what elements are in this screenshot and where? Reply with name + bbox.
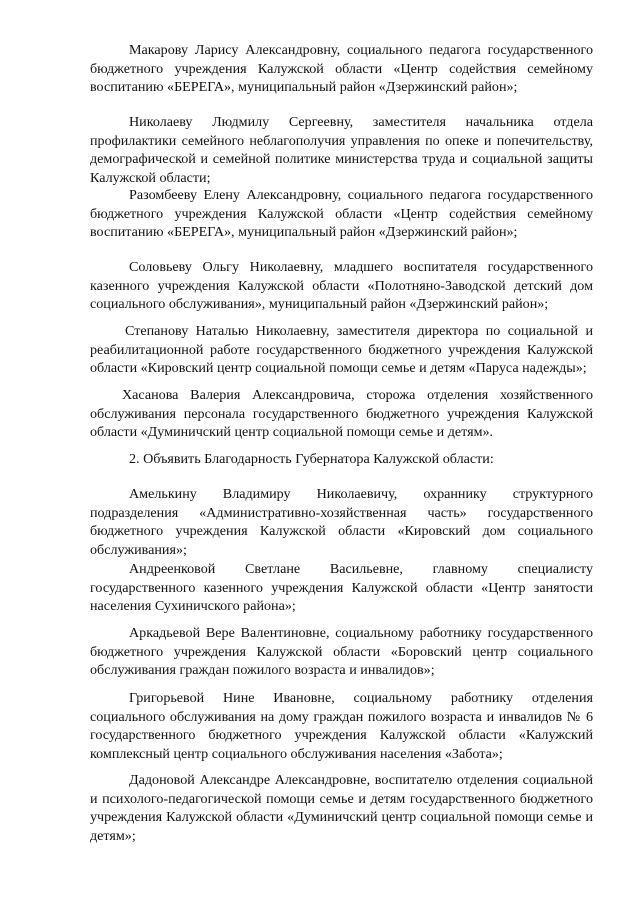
paragraph-andreenkova: Андреенковой Светлане Васильевне, главному специалисту государственного казенного учреждения Калужской области «Центр занятости населения Сухиничского района»; — [90, 561, 593, 614]
paragraph-grigoryeva: Григорьевой Нине Ивановне, социальному работнику отделения социального обслуживания на дому граждан пожилого возраста и инвалидов № 6 государственного бюджетного учреждения Калужской области «Калужский комплексный центр социального обслуживания населения «Забота»; — [90, 690, 593, 762]
paragraph-dadonova: Дадоновой Александре Александровне, воспитателю отделения социальной и психолого-педагогической помощи семье и детям государственного бюджетного учреждения Калужской области «Думиничский центр социальной помощи семье и детям»; — [90, 772, 593, 844]
paragraph-razombeeva: Разомбееву Елену Александровну, социального педагога государственного бюджетного учреждения Калужской области «Центр содействия семейному воспитанию «БЕРЕГА», муниципальный район «Дзержинский район»; — [90, 187, 593, 240]
paragraph-stepanova: Степанову Наталью Николаевну, заместителя директора по социальной и реабилитационной работе государственного бюджетного учреждения Калужской области «Кировский центр социальной помощи семье и детям «Паруса надежды»; — [90, 323, 593, 376]
paragraph-makarova: Макарову Ларису Александровну, социального педагога государственного бюджетного учреждения Калужской области «Центр содействия семейному воспитанию «БЕРЕГА», муниципальный район «Дзержинский район»; — [90, 42, 593, 95]
paragraph-khasanov: Хасанова Валерия Александровича, сторожа отделения хозяйственного обслуживания персонала государственного бюджетного учреждения Калужской области «Думиничский центр социальной помощи семье и детям». — [90, 387, 593, 440]
paragraph-amelkin: Амелькину Владимиру Николаевичу, охраннику структурного подразделения «Административно-хозяйственная часть» государственного бюджетного учреждения Калужской области «Кировский дом социального обслуживания»; — [90, 486, 593, 558]
section-heading-gratitude: 2. Объявить Благодарность Губернатора Калужской области: — [129, 451, 494, 467]
paragraph-arkadyeva: Аркадьевой Вере Валентиновне, социальному работнику государственного бюджетного учреждения Калужской области «Боровский центр социального обслуживания граждан пожилого возраста и инвалидов»; — [90, 625, 593, 678]
paragraph-nikolaeva: Николаеву Людмилу Сергеевну, заместителя начальника отдела профилактики семейного неблагополучия управления по опеке и попечительству, демографической и семейной политике министерства труда и социальной защиты Калужской области; — [90, 114, 593, 186]
paragraph-solovyova: Соловьеву Ольгу Николаевну, младшего воспитателя государственного казенного учреждения Калужской области «Полотняно-Заводской детский дом социального обслуживания», муниципальный район «Дзержинский район»; — [90, 259, 593, 312]
